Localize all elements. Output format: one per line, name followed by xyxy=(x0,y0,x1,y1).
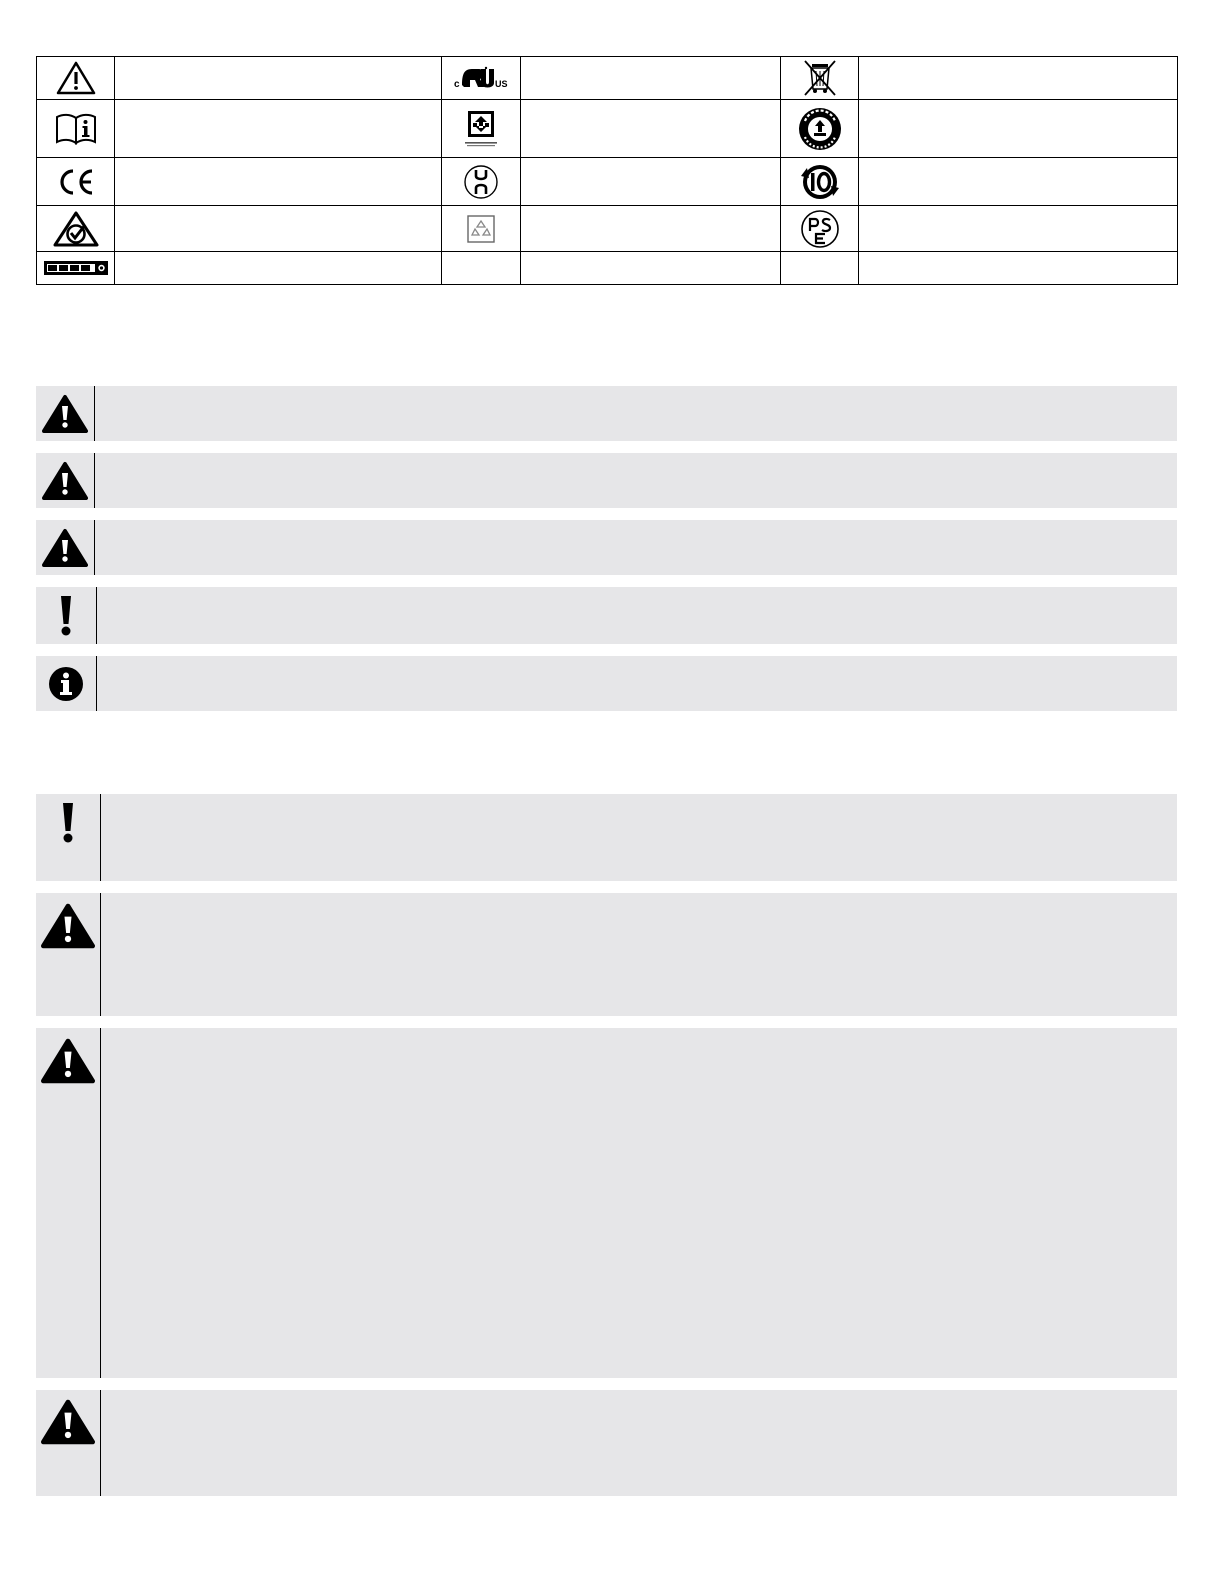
warning-triangle-icon xyxy=(42,394,88,434)
safety-notice-box xyxy=(36,1390,1177,1496)
cul-us-listed-icon xyxy=(453,65,509,91)
symbol-table-row xyxy=(37,57,1178,100)
symbol-description-cell xyxy=(859,100,1178,158)
symbol-icon-cell xyxy=(442,206,521,252)
symbol-icon-cell xyxy=(781,252,859,285)
un-mark-icon xyxy=(463,164,499,200)
symbol-icon-cell xyxy=(37,100,115,158)
battery-pack-icon xyxy=(43,260,109,276)
symbol-icon-cell xyxy=(781,57,859,100)
signal-word-description xyxy=(95,520,1177,575)
symbol-icon-cell xyxy=(37,57,115,100)
signal-word-box xyxy=(36,656,1177,711)
warning-triangle-icon xyxy=(41,902,95,950)
taiwan-battery-recycle-icon xyxy=(459,109,503,149)
symbol-description-cell xyxy=(115,158,442,206)
safety-notice-icon-column xyxy=(36,794,101,881)
warning-triangle-icon xyxy=(41,1037,95,1085)
symbol-description-cell xyxy=(521,206,781,252)
symbol-table-row xyxy=(37,100,1178,158)
safety-notice-box xyxy=(36,1028,1177,1378)
safety-notice-text xyxy=(101,1028,1177,1378)
rbrc-recycle-seal-icon xyxy=(797,106,843,152)
rcm-mark-icon xyxy=(53,211,99,247)
signal-word-icon-column xyxy=(36,520,95,575)
svg-text:US: US xyxy=(495,79,508,89)
symbol-icon-cell xyxy=(37,158,115,206)
signal-word-description xyxy=(95,453,1177,508)
symbol-description-cell xyxy=(859,206,1178,252)
safety-notice-icon-column xyxy=(36,893,101,1016)
signal-word-icon-column xyxy=(36,453,95,508)
exclamation-icon xyxy=(59,595,73,637)
symbol-icon-cell xyxy=(781,158,859,206)
symbol-description-cell xyxy=(521,158,781,206)
weee-crossed-bin-icon xyxy=(802,59,838,97)
signal-word-box xyxy=(36,453,1177,508)
symbol-table-row xyxy=(37,206,1178,252)
safety-notice-text xyxy=(101,1390,1177,1496)
symbol-description-cell xyxy=(521,252,781,285)
symbol-description-cell xyxy=(521,57,781,100)
symbol-icon-cell xyxy=(442,57,521,100)
safety-notice-icon-column xyxy=(36,1390,101,1496)
symbol-icon-cell xyxy=(37,206,115,252)
signal-word-description xyxy=(97,656,1177,711)
symbol-description-cell xyxy=(115,57,442,100)
symbol-table xyxy=(36,56,1178,285)
symbol-icon-cell xyxy=(37,252,115,285)
safety-notice-text xyxy=(101,893,1177,1016)
signal-word-box xyxy=(36,587,1177,644)
symbol-description-cell xyxy=(859,57,1178,100)
safety-notice-box xyxy=(36,794,1177,881)
symbol-description-cell xyxy=(521,100,781,158)
info-circle-icon xyxy=(48,666,84,702)
signal-word-box xyxy=(36,386,1177,441)
pse-mark-icon xyxy=(800,209,840,249)
symbol-description-cell xyxy=(115,206,442,252)
symbol-description-cell xyxy=(115,252,442,285)
symbol-icon-cell xyxy=(442,100,521,158)
china-rohs-10-icon xyxy=(798,162,842,202)
symbol-table-row xyxy=(37,252,1178,285)
signal-word-box xyxy=(36,520,1177,575)
safety-notice-box xyxy=(36,893,1177,1016)
symbol-description-cell xyxy=(115,100,442,158)
exclamation-icon xyxy=(61,802,75,844)
warning-triangle-icon xyxy=(41,1398,95,1446)
signal-word-description xyxy=(95,386,1177,441)
caution-triangle-icon xyxy=(56,61,96,95)
symbol-icon-cell xyxy=(442,252,521,285)
signal-word-icon-column xyxy=(36,656,97,711)
signal-word-icon-column xyxy=(36,386,95,441)
symbol-icon-cell xyxy=(781,100,859,158)
symbol-icon-cell xyxy=(781,206,859,252)
svg-text:c: c xyxy=(454,79,460,90)
warning-triangle-icon xyxy=(42,528,88,568)
ce-mark-icon xyxy=(55,167,97,197)
signal-word-description xyxy=(97,587,1177,644)
warning-triangle-icon xyxy=(42,461,88,501)
symbol-description-cell xyxy=(859,252,1178,285)
signal-word-icon-column xyxy=(36,587,97,644)
symbol-icon-cell xyxy=(442,158,521,206)
safety-notice-icon-column xyxy=(36,1028,101,1378)
read-manual-icon xyxy=(55,112,97,146)
safety-notice-text xyxy=(101,794,1177,881)
symbol-table-row xyxy=(37,158,1178,206)
recycle-box-icon xyxy=(466,214,496,244)
symbol-description-cell xyxy=(859,158,1178,206)
